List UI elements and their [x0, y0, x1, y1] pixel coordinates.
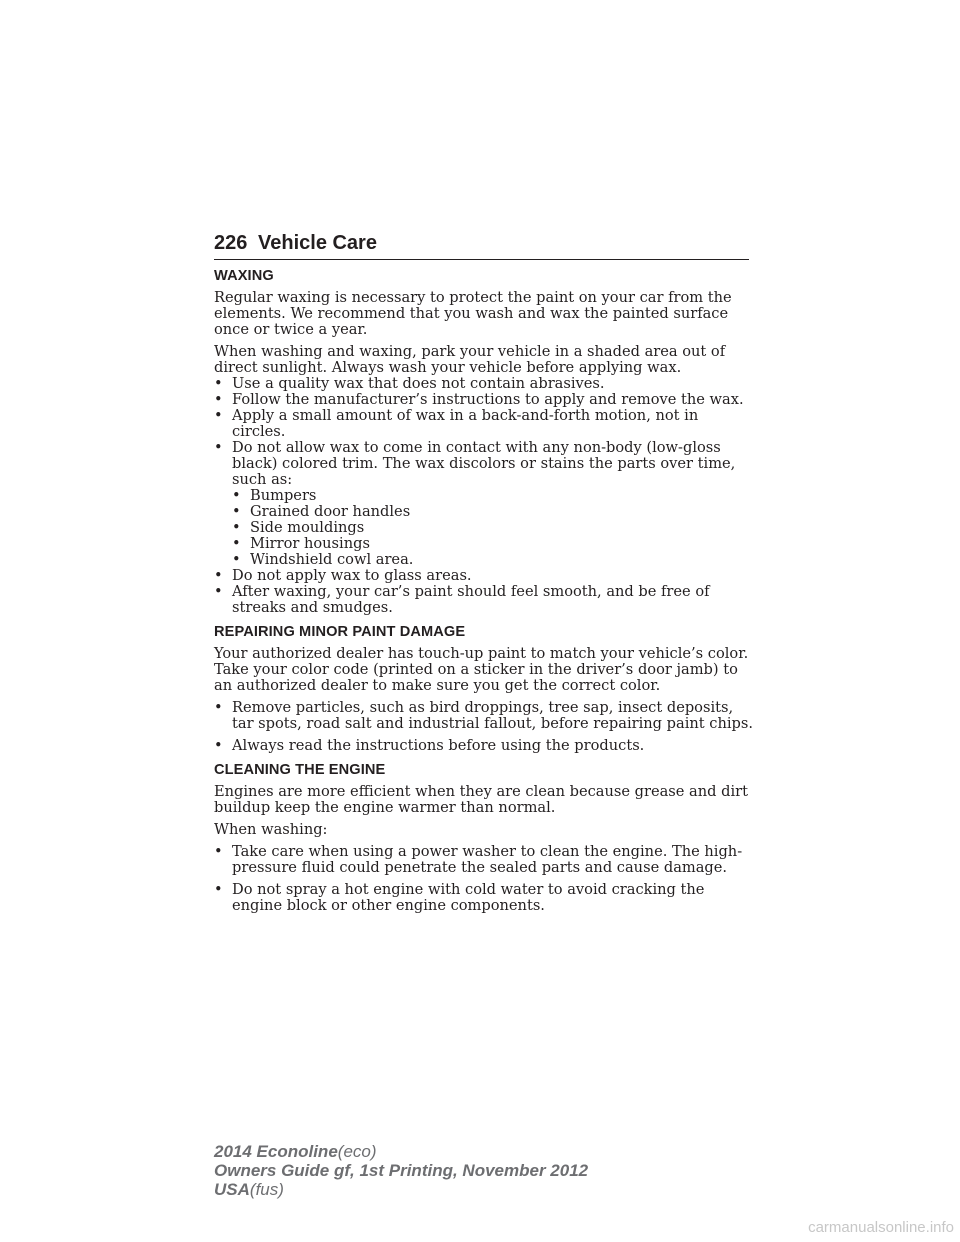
list-item: • Follow the manufacturer’s instructions to apply and remove the wax.	[214, 392, 754, 408]
sub-list-item: • Bumpers	[232, 488, 754, 504]
footer-market-code: (fus)	[249, 1180, 284, 1199]
list-item: • Take care when using a power washer to clean the engine. The high-pressure fluid could penetrate the sealed parts and cause damage.	[214, 844, 754, 876]
page-number: 226	[214, 232, 248, 254]
engine-intro: Engines are more efficient when they are clean because grease and dirt buildup keep the engine warmer than normal.	[214, 783, 748, 816]
waxing-intro: Regular waxing is necessary to protect the paint on your car from the elements. We recommend that you wash and wax the painted surface once or twice a year.	[214, 289, 732, 338]
paint-bullet-list	[214, 700, 754, 754]
paint-intro: Your authorized dealer has touch-up paint to match your vehicle’s color. Take your color code (printed on a sticker in the driver’s door jamb) to an authorized dealer to make sure you get the correct color.	[214, 645, 749, 694]
engine-bullet-list	[214, 844, 754, 914]
list-item	[214, 440, 754, 568]
page-header	[214, 232, 749, 260]
waxing-heading: WAXING	[214, 268, 274, 284]
paint-heading: REPAIRING MINOR PAINT DAMAGE	[214, 624, 466, 640]
document-footer	[214, 1142, 588, 1199]
waxing-instructions: When washing and waxing, park your vehicle in a shaded area out of direct sunlight. Always wash your vehicle before applying wax.	[214, 343, 726, 376]
sub-list-item: • Mirror housings	[232, 536, 754, 552]
section-title: Vehicle Care	[258, 232, 377, 254]
engine-when-washing: When washing:	[214, 821, 328, 838]
sub-list-item: • Windshield cowl area.	[232, 552, 754, 568]
footer-line-market	[214, 1180, 588, 1199]
trim-sub-list	[232, 488, 754, 568]
footer-line-model	[214, 1142, 588, 1161]
list-item-text: Do not allow wax to come in contact with any non-body (low-gloss black) colored trim. The wax discolors or stains the parts over time, such as:	[232, 439, 736, 488]
footer-market: USA	[214, 1180, 250, 1199]
watermark: carmanualsonline.info	[808, 1219, 954, 1236]
footer-line-printing: Owners Guide gf, 1st Printing, November 2012	[214, 1161, 589, 1180]
list-item: • Do not spray a hot engine with cold water to avoid cracking the engine block or other engine components.	[214, 882, 754, 914]
engine-heading: CLEANING THE ENGINE	[214, 762, 386, 778]
waxing-bullet-list	[214, 376, 754, 616]
footer-model: 2014 Econoline	[214, 1142, 338, 1161]
list-item: • After waxing, your car’s paint should feel smooth, and be free of streaks and smudges.	[214, 584, 754, 616]
list-item: • Always read the instructions before using the products.	[214, 738, 754, 754]
sub-list-item: • Side mouldings	[232, 520, 754, 536]
sub-list-item: • Grained door handles	[232, 504, 754, 520]
list-item: • Do not apply wax to glass areas.	[214, 568, 754, 584]
footer-model-code: (eco)	[337, 1142, 377, 1161]
list-item: • Use a quality wax that does not contain abrasives.	[214, 376, 754, 392]
page-content	[214, 268, 754, 920]
list-item: • Apply a small amount of wax in a back-and-forth motion, not in circles.	[214, 408, 754, 440]
list-item: • Remove particles, such as bird droppings, tree sap, insect deposits, tar spots, road salt and industrial fallout, before repairing paint chips.	[214, 700, 754, 732]
